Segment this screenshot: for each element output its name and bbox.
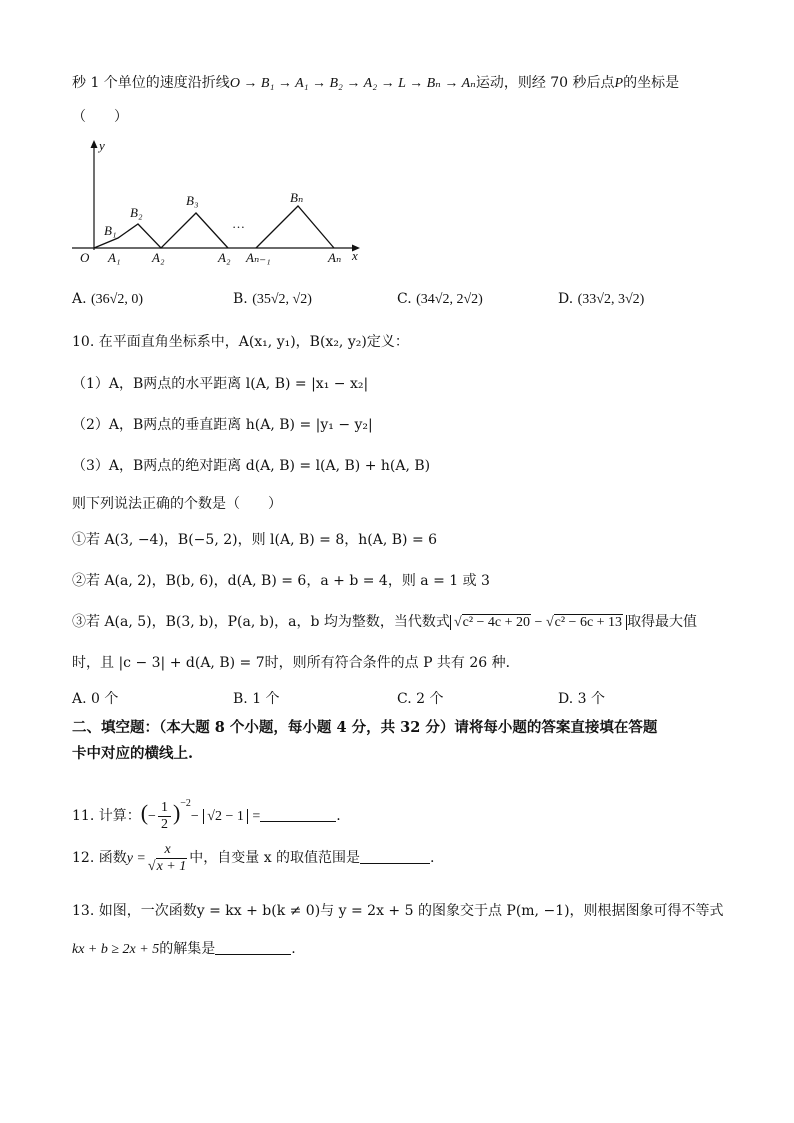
option-value: (33√2, 3√2) bbox=[577, 292, 645, 307]
q9-option-d[interactable] bbox=[558, 289, 644, 310]
q10-def1: （1）A，B两点的水平距离 l(A, B) = |x₁ − x₂| bbox=[72, 376, 369, 392]
label-x: x bbox=[352, 248, 358, 263]
s3-abs-expr: √c² − 4c + 20 − √c² − 6c + 13 bbox=[450, 615, 627, 630]
q12-end: . bbox=[430, 850, 435, 866]
q13-answer-blank[interactable] bbox=[215, 940, 291, 955]
label-o: O bbox=[80, 250, 90, 265]
q10-statement-3a bbox=[72, 612, 697, 633]
option-letter: C. bbox=[397, 291, 412, 307]
q9-paren: （ ） bbox=[72, 109, 128, 125]
label-bn: Bₙ bbox=[290, 190, 304, 205]
q10-question: 则下列说法正确的个数是（ ） bbox=[72, 496, 282, 512]
q10-def2: （2）A，B两点的垂直距离 h(A, B) = |y₁ − y₂| bbox=[72, 417, 373, 433]
label-a1: A₁ bbox=[108, 250, 121, 265]
s3-sqrt1: c² − 4c + 20 bbox=[462, 615, 531, 630]
label-y: y bbox=[99, 138, 105, 153]
label-an: Aₙ bbox=[328, 250, 342, 265]
option-value: 2 个 bbox=[416, 691, 444, 707]
q9-option-c[interactable] bbox=[397, 289, 483, 310]
zigzag-path-n bbox=[256, 206, 334, 248]
label-an-1: Aₙ₋₁ bbox=[246, 250, 271, 265]
option-letter: D. bbox=[558, 291, 574, 307]
q11-frac-den: 2 bbox=[160, 816, 168, 832]
label-ellipsis: … bbox=[232, 216, 245, 231]
q11-eq: = bbox=[252, 809, 261, 824]
option-value: (34√2, 2√2) bbox=[416, 292, 483, 307]
q11-exponent: −2 bbox=[180, 798, 191, 809]
section2-heading-line2: 卡中对应的横线上. bbox=[72, 745, 194, 762]
s3-sqrt2: c² − 6c + 13 bbox=[554, 615, 623, 630]
q9-end: 的坐标是 bbox=[623, 75, 680, 91]
q13-expr: kx + b ≥ 2x + 5 bbox=[72, 942, 160, 957]
q12-prefix: 12. 函数 bbox=[72, 850, 127, 866]
section2-heading-line1: 二、填空题：（本大题 8 个小题，每小题 4 分，共 32 分）请将每小题的答案直接填在答题 bbox=[72, 719, 658, 736]
label-b3: B₃ bbox=[186, 193, 199, 208]
s3-prefix: ③若 A(a, 5)，B(3, b)，P(a, b)，a，b 均为整数，当代数式 bbox=[72, 614, 450, 630]
q11-prefix: 11. 计算： bbox=[72, 808, 141, 824]
option-value: 1 个 bbox=[252, 691, 280, 707]
option-letter: D. bbox=[558, 691, 574, 707]
option-letter: A. bbox=[72, 291, 87, 307]
q10-def3: （3）A，B两点的绝对距离 d(A, B) = l(A, B) + h(A, B) bbox=[72, 458, 431, 474]
q9-suffix: 运动，则经 70 秒后点 bbox=[475, 75, 615, 91]
q11-fraction bbox=[158, 800, 171, 833]
q11-end: . bbox=[336, 808, 341, 824]
q10-stem: 10. 在平面直角坐标系中，A(x₁, y₁)，B(x₂, y₂)定义： bbox=[72, 334, 409, 350]
q13-end: . bbox=[291, 941, 296, 957]
option-value: 3 个 bbox=[577, 691, 605, 707]
q13-suffix: 的解集是 bbox=[159, 941, 216, 957]
label-b1: B₁ bbox=[104, 223, 117, 238]
y-axis-arrow bbox=[91, 140, 98, 148]
q12-frac-num: x bbox=[161, 842, 173, 859]
q9-point-p: P bbox=[614, 76, 624, 91]
label-a2-second: A₂ bbox=[218, 250, 231, 265]
q13-line2 bbox=[72, 939, 296, 960]
label-b2: B₂ bbox=[130, 205, 143, 220]
option-value: 0 个 bbox=[91, 691, 119, 707]
q9-figure bbox=[66, 136, 366, 270]
q10-statement-1: ①若 A(3, −4)，B(−5, 2)，则 l(A, B) = 8，h(A, B) = 6 bbox=[72, 532, 438, 548]
q10-option-c[interactable] bbox=[397, 689, 443, 709]
q12 bbox=[72, 840, 435, 877]
q13-line1: 13. 如图，一次函数y = kx + b(k ≠ 0)与 y = 2x + 5 的图象交于点 P(m, −1)，则根据图象可得不等式 bbox=[72, 903, 724, 919]
q10-statement-2: ②若 A(a, 2)，B(b, 6)，d(A, B) = 6，a + b = 4，则 a = 1 或 3 bbox=[72, 573, 490, 589]
q12-answer-blank[interactable] bbox=[360, 849, 430, 864]
q10-option-b[interactable] bbox=[233, 689, 280, 709]
q11-minus: − bbox=[190, 809, 199, 824]
q10-option-d[interactable] bbox=[558, 689, 605, 709]
q11: 11. 计算：(− $\frac{1}{2}$ )$^{-2}$− √2 − 1 = . bbox=[72, 798, 341, 832]
option-letter: A. bbox=[72, 691, 87, 707]
q11-answer-blank[interactable] bbox=[260, 807, 336, 822]
option-value: (35√2, √2) bbox=[252, 292, 312, 307]
q9-line1 bbox=[72, 73, 679, 94]
q9-path: O → B₁ → A₁ → B₂ → A₂ → L → Bₙ → Aₙ bbox=[229, 76, 476, 91]
q11-frac-num: 1 bbox=[158, 800, 171, 817]
q10-option-a[interactable] bbox=[72, 689, 118, 709]
q9-option-a[interactable] bbox=[72, 289, 143, 310]
option-letter: B. bbox=[233, 291, 248, 307]
q12-y-eq: y = bbox=[126, 851, 146, 866]
s3-suffix: 取得最大值 bbox=[627, 614, 698, 630]
option-value: (36√2, 0) bbox=[91, 292, 144, 307]
q11-abs: √2 − 1 bbox=[203, 809, 248, 824]
q9-prefix: 秒 1 个单位的速度沿折线 bbox=[72, 75, 230, 91]
q12-frac-den: x + 1 bbox=[156, 858, 187, 874]
option-letter: C. bbox=[397, 691, 412, 707]
q12-fraction: $\frac{x}{√x + 1}$ bbox=[147, 841, 187, 874]
q9-option-b[interactable] bbox=[233, 289, 312, 310]
q12-suffix: 中，自变量 x 的取值范围是 bbox=[189, 850, 361, 866]
q10-statement-3b: 时，且 |c − 3| + d(A, B) = 7时，则所有符合条件的点 P 共有 26 种． bbox=[72, 655, 520, 671]
option-letter: B. bbox=[233, 691, 248, 707]
label-a2-first: A₂ bbox=[152, 250, 165, 265]
